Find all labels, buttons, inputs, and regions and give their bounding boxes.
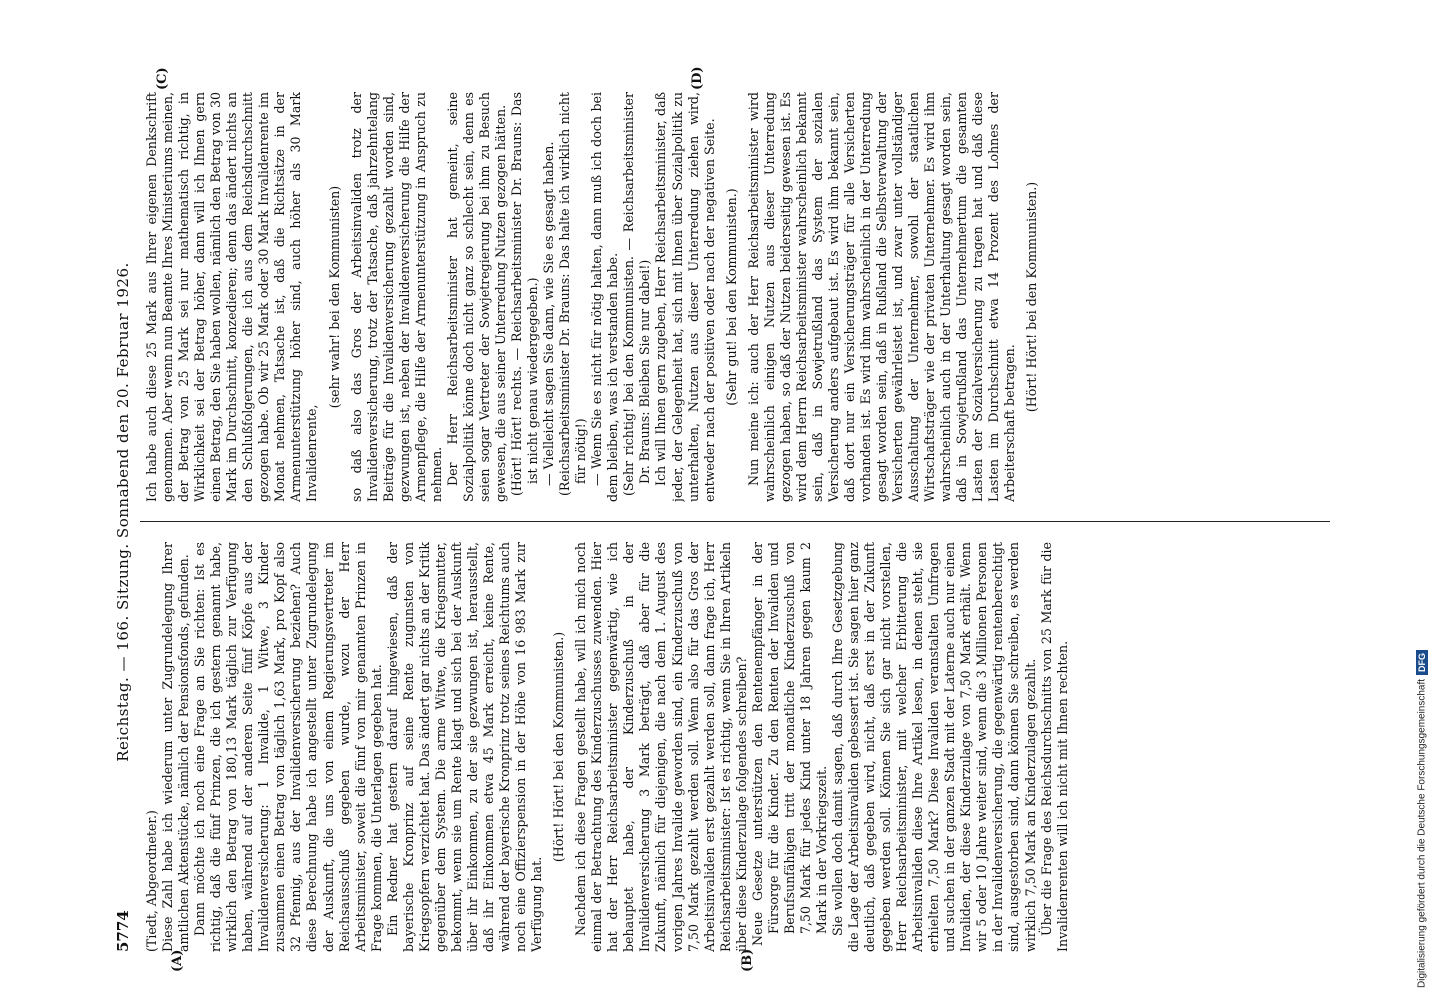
rotated-page xyxy=(100,66,1360,972)
paragraph: Dann möchte ich noch eine Frage an Sie richten: Ist es richtig, daß die fünf Prinzen, die ich gestern genannt habe, wirklich den Betrag von 180,13 Mark täglich zur Verfügung haben, während auf der anderen Seite fünf Köpfe aus der Invalidenversicherung: 1 Invalide, 1 Witwe, 3 Kinder zusammen einen Betrag von täglich 1,63 Mark, pro Kopf also 32 Pfennig, aus der Invalidenversicherung beziehen? Auch diese Berechnung habe ich angestellt unter Zugrundelegung der Auskunft, die uns von einem Regierungsvertreter im Reichsausschuß gegeben wurde, wozu der Herr Arbeitsminister, soweit die fünf von mir genannten Prinzen in Frage kommen, die Unterlagen gegeben hat. xyxy=(192,542,384,952)
margin-marker-b: (B) xyxy=(740,948,755,972)
paragraph: Über die Frage des Reichsdurchschnitts von 25 Mark für die Invalidenrenten will ich nicht mit Ihnen rechten. xyxy=(1038,542,1070,952)
paragraph: Ein Redner hat gestern darauf hingewiesen, daß der bayerische Kronprinz auf seine Rente zugunsten von Kriegsopfern verzichtet hat. Das ändert gar nichts an der Kritik gegenüber dem System. Die arme Witwe, die Kriegsmutter, bekommt, wenn sie um Rente klagt und sich bei der Auskunft über ihr Einkommen, zu der sie gezwungen ist, herausstellt, daß ihr Einkommen etwa 45 Mark erreicht, keine Rente, während der bayerische Kronprinz trotz seines Reichtums auch noch eine Offizierspension in der Höhe von 16 983 Mark zur Verfügung hat. xyxy=(384,542,545,952)
interjection: (Hört! Hört! bei den Kommunisten.) xyxy=(551,631,567,863)
page-title: Reichstag. — 166. Sitzung. Sonnabend den 20. Februar 1926. xyxy=(114,262,132,762)
paragraph: Nun meine ich: auch der Herr Reichsarbeitsminister wird wahrscheinlich einigen Nutzen aus dieser Unterredung gezogen haben, so daß der Nutzen beiderseitig gewesen ist. Es wird dem Herrn Reichsarbeitsminister wahrscheinlich bekannt sein, daß in Sowjetrußland das System der sozialen Versicherung anders aufgebaut ist. Es wird ihm bekannt sein, daß dort nur ein Versicherungsträger für alle Versicherten vorhanden ist. Es wird ihm wahrscheinlich in der Unterredung gesagt worden sein, daß in Rußland die Selbstverwaltung der Versicherten gewährleistet ist, und zwar unter vollständiger Ausschaltung der Unternehmer, sowohl der staatlichen Wirtschaftsträger wie der privaten Unternehmer. Es wird ihm wahrscheinlich auch in der Unterhaltung gesagt worden sein, daß in Sowjetrußland das Unternehmertum die gesamten Lasten der Sozialversicherung zu tragen hat und daß diese Lasten im Durchschnitt etwa 14 Prozent des Lohnes der Arbeiterschaft betragen. xyxy=(745,92,1018,502)
paragraph: Diese Zahl habe ich wiederum unter Zugrundelegung Ihrer amtlichen Aktenstücke, nämlich der Pensionsfonds, gefunden. xyxy=(160,542,192,952)
page-number: 5774 xyxy=(114,910,132,952)
margin-marker-a: (A) xyxy=(170,949,185,972)
paragraph: Sie wollen doch damit sagen, daß durch Ihre Gesetzgebung die Lage der Arbeitsinvaliden gebessert ist. Sie sagen hier ganz deutlich, daß gegeben wird, nicht, daß erst in der Zukunft gegeben werden soll. Können Sie sich gar nicht vorstellen, Herr Reichsarbeitsminister, mit welcher Erbitterung die Arbeitsinvaliden diese Ihre Artikel lesen, in denen steht, sie erhielten 7,50 Mark? Diese Invaliden veranstalten Umfragen und suchen in der ganzen Stadt mit der Laterne auch nur einen Invaliden, der diese Kinderzulage von 7,50 Mark erhält. Wenn wir 5 oder 10 Jahre weiter sind, wenn die 3 Millionen Personen in der Invalidenversicherung, die gegenwärtig rentenberechtigt sind, ausgestorben sind, dann können Sie schreiben, es werden wirklich 7,50 Mark an Kinderzulagen gezahlt. xyxy=(829,542,1038,952)
margin-marker-c: (C) xyxy=(155,67,170,90)
paragraph: — Wenn Sie es nicht für nötig halten, dann muß ich doch bei dem bleiben, was ich verstanden habe. xyxy=(589,92,621,502)
dfg-logo: DFG xyxy=(1416,650,1428,675)
quotation: Neue Gesetze unterstützen den Rentenempfänger in der Fürsorge für die Kinder. Zu den Renten der Invaliden und Berufsunfähigen tritt der monatliche Kinderzuschuß von 7,50 Mark für jedes Kind unter 18 Jahren gegen kaum 2 Mark in der Vorkriegszeit. xyxy=(749,542,829,946)
paragraph: Nachdem ich diese Fragen gestellt habe, will ich mich noch einmal der Betrachtung des Kinderzuschusses zuwenden. Hier hat der Herr Reichsarbeitsminister gegenwärtig, wie ich behauptet habe, der Kinderzuschuß in der Invalidenversicherung 3 Mark beträgt, daß aber für die Zukunft, nämlich für diejenigen, die nach dem 1. August des vorigen Jahres Invalide geworden sind, ein Kinderzuschuß von 7,50 Mark gezahlt werden soll. Wenn also für das Gros der Arbeitsinvaliden erst gezahlt werden soll, dann frage ich, Herr Reichsarbeitsminister: Ist es richtig, wenn Sie in Ihren Artikeln über diese Kinderzulage folgendes schreiben? xyxy=(573,542,749,952)
credit-text: Digitalisierung gefördert durch die Deutsche Forschungsgemeinschaft xyxy=(1416,678,1428,988)
interjection: (Hört! Hört! bei den Kommunisten.) xyxy=(1024,181,1040,413)
interjection: (sehr wahr! bei den Kommunisten) xyxy=(326,185,342,409)
speaker-tag: (Tiedt, Abgeordneter.) xyxy=(144,810,159,952)
digitization-credit xyxy=(1412,12,1432,988)
paragraph: Ich will Ihnen gern zugeben, Herr Reichsarbeitsminister, daß jeder, der Gelegenheit hat, sich mit Ihnen über Sozialpolitik zu unterhalten, Nutzen aus dieser Unterredung ziehen wird, entweder nach der positiven oder nach der negativen Seite. xyxy=(653,92,717,502)
column-divider xyxy=(140,521,1330,522)
left-column xyxy=(144,542,1324,952)
page-header xyxy=(114,72,136,952)
interjection: (Reichsarbeitsminister Dr. Brauns: Das halte ich wirklich nicht für nötig!) xyxy=(557,92,589,496)
interjection: (Hört! Hört! rechts. — Reichsarbeitsminister Dr. Brauns: Das ist nicht genau wiedergegeben.) xyxy=(509,92,541,496)
interjection: (Sehr gut! bei den Kommunisten.) xyxy=(723,188,739,406)
paragraph: so daß also das Gros der Arbeitsinvaliden trotz der Invalidenversicherung, trotz der Tatsache, daß jahrzehntelang Beiträge für die Invalidenversicherung gezahlt worden sind, gezwungen ist, neben der Invalidenversicherung die Hilfe der Armenpflege, die Hilfe der Armenunterstützung in Anspruch zu nehmen. xyxy=(348,92,444,502)
paragraph: Der Herr Reichsarbeitsminister hat gemeint, seine Sozialpolitik könne doch nicht ganz so schlecht sein, denn es seien sogar Vertreter der Sowjetregierung bei ihm zu Besuch gewesen, die aus seiner Unterredung Nutzen gezogen hätten. xyxy=(444,92,508,502)
margin-marker-d: (D) xyxy=(690,66,705,90)
interjection: (Sehr richtig! bei den Kommunisten. — Reichsarbeitsminister Dr. Brauns: Bleiben Sie nur dabei!) xyxy=(621,92,653,496)
paragraph: Ich habe auch diese 25 Mark aus Ihrer eigenen Denkschrift genommen. Aber wenn nun Beamte Ihres Ministeriums meinen, der Betrag von 25 Mark sei nur mathematisch richtig, in Wirklichkeit sei der Betrag höher, dann will ich Ihnen gern einen Betrag, den Sie haben wollen, nämlich den Betrag von 30 Mark im Durchschnitt, konzedieren; denn das ändert nichts an den Schlußfolgerungen, die ich aus dem Reichsdurchschnitt gezogen habe. Ob wir 25 Mark oder 30 Mark Invalidenrente im Monat nehmen, Tatsache ist, daß die Richtsätze in der Armenunterstützung höher sind, auch höher als 30 Mark Invalidenrente, xyxy=(144,92,320,502)
paragraph: — Vielleicht sagen Sie dann, wie Sie es gesagt haben. xyxy=(541,141,557,486)
right-column xyxy=(144,92,1324,502)
